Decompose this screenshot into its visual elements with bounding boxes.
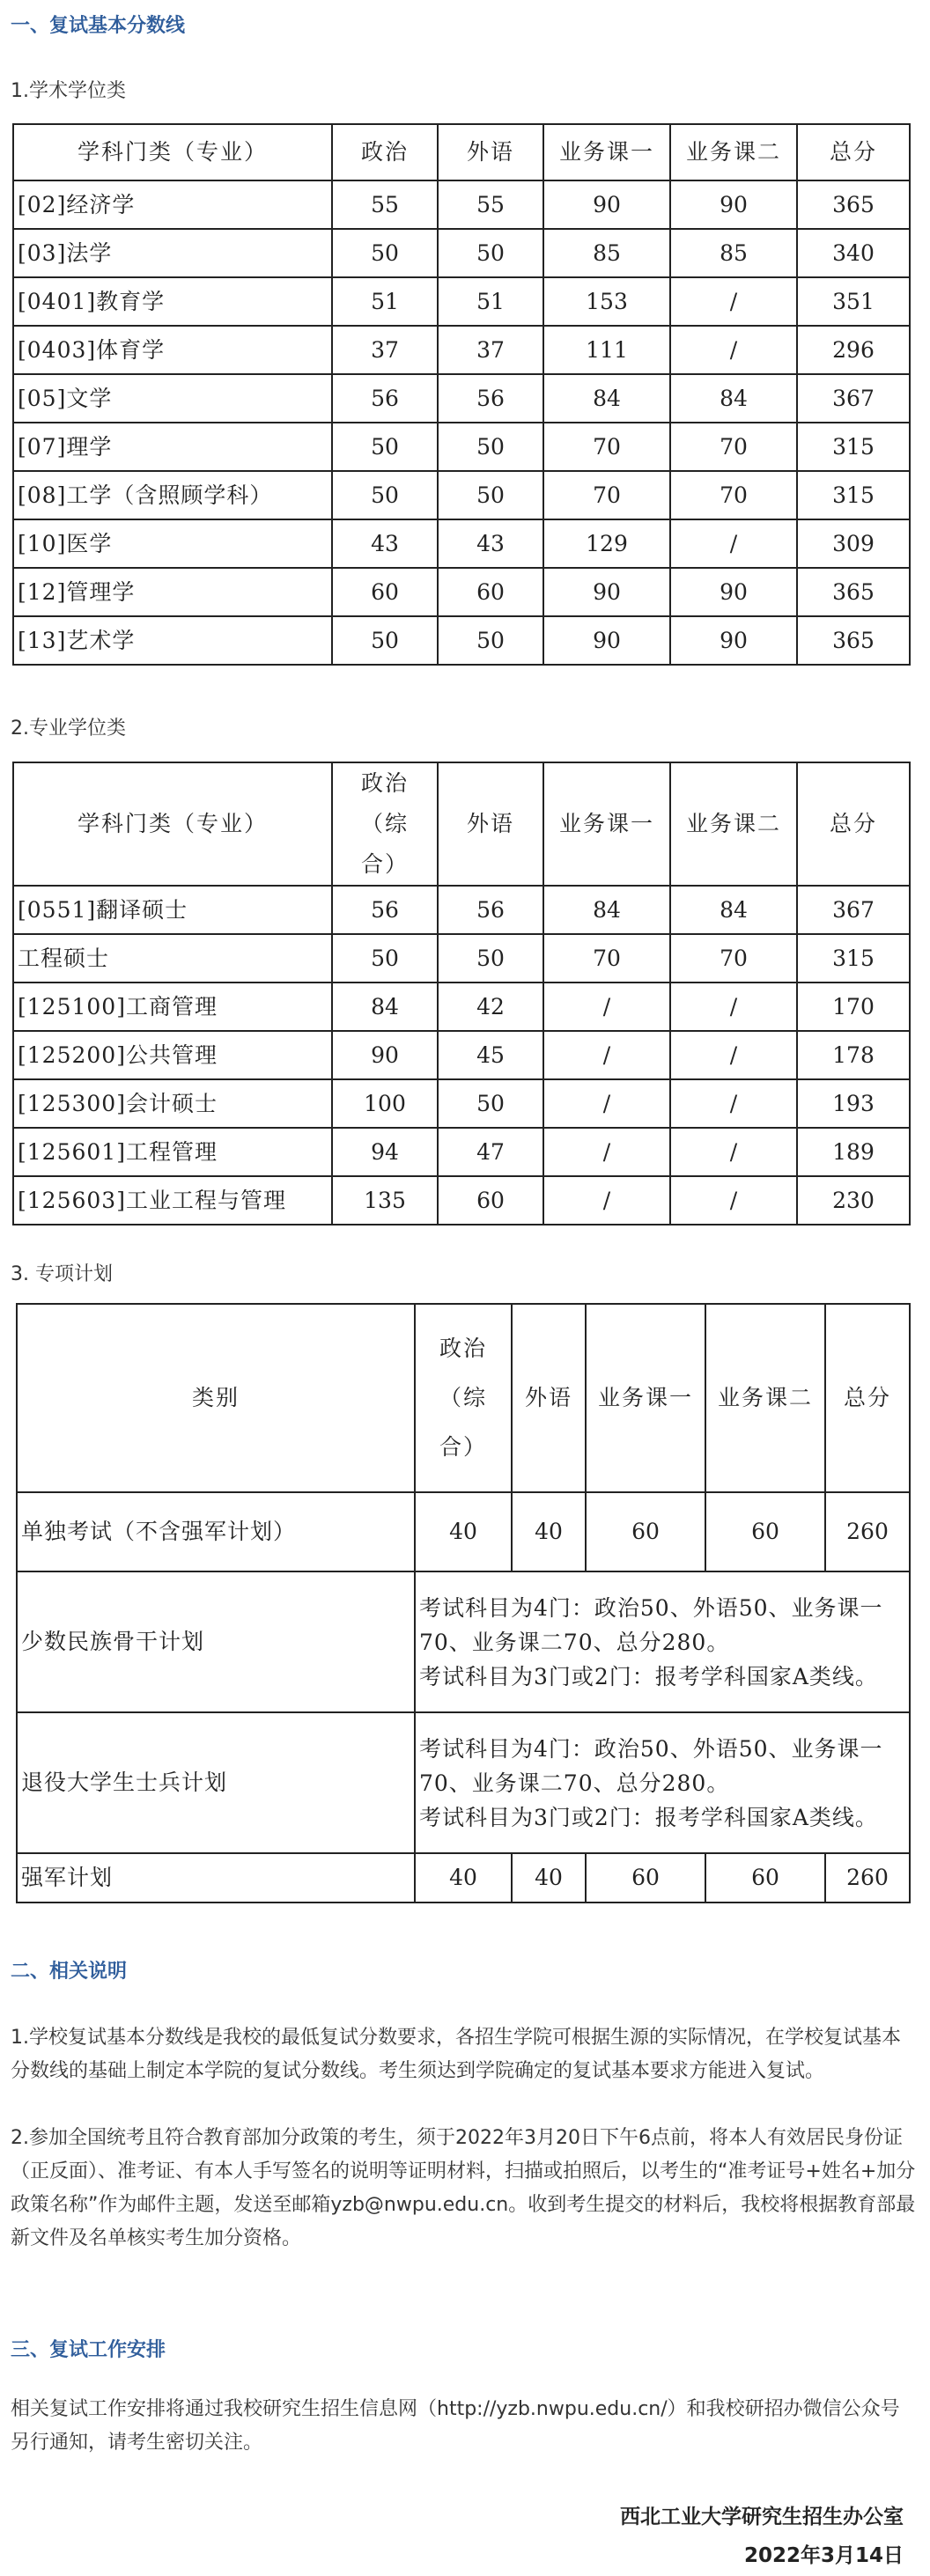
academic-cell-name: [0401]教育学 [13, 277, 332, 326]
academic-cell-politics: 50 [332, 423, 438, 471]
academic-cell-politics: 50 [332, 229, 438, 277]
table-row [13, 180, 910, 229]
academic-cell-course1: 84 [543, 374, 670, 423]
academic-cell-course2: 90 [670, 180, 797, 229]
table-row [13, 934, 910, 983]
professional-cell-name: [0551]翻译硕士 [13, 886, 332, 934]
professional-cell-course1: 84 [543, 886, 670, 934]
academic-cell-language: 55 [438, 180, 543, 229]
signature-date: 2022年3月14日 [743, 2544, 904, 2567]
special-row3-name: 退役大学生士兵计划 [17, 1712, 415, 1853]
professional-header-politics: 政治（综合） [332, 762, 438, 886]
academic-cell-total: 296 [797, 326, 910, 374]
professional-cell-name: [125300]会计硕士 [13, 1079, 332, 1128]
professional-cell-total: 193 [797, 1079, 910, 1128]
professional-cell-total: 178 [797, 1031, 910, 1079]
academic-cell-total: 365 [797, 180, 910, 229]
academic-header-name: 学科门类（专业） [13, 124, 332, 180]
academic-cell-total: 315 [797, 423, 910, 471]
academic-cell-course2: 70 [670, 471, 797, 519]
academic-cell-course2: / [670, 519, 797, 568]
academic-cell-course1: 129 [543, 519, 670, 568]
special-row1-name: 单独考试（不含强军计划） [17, 1492, 415, 1571]
professional-cell-name: [125100]工商管理 [13, 983, 332, 1031]
special-header-course2: 业务课二 [705, 1304, 825, 1492]
professional-cell-language: 50 [438, 1079, 543, 1128]
special-row4-language: 40 [512, 1853, 586, 1903]
academic-cell-politics: 60 [332, 568, 438, 616]
professional-cell-course2: / [670, 1128, 797, 1176]
professional-cell-language: 42 [438, 983, 543, 1031]
academic-cell-name: [12]管理学 [13, 568, 332, 616]
professional-header-language: 外语 [438, 762, 543, 886]
professional-cell-name: [125603]工业工程与管理 [13, 1176, 332, 1225]
academic-cell-course2: / [670, 277, 797, 326]
special-row2-note2: 考试科目为3门或2门：报考学科国家A类线。 [419, 1663, 878, 1689]
special-row1-course1: 60 [586, 1492, 705, 1571]
academic-cell-language: 50 [438, 616, 543, 665]
table-row [13, 1176, 910, 1225]
academic-cell-name: [08]工学（含照顾学科） [13, 471, 332, 519]
professional-cell-course1: / [543, 1079, 670, 1128]
special-row2-note1: 考试科目为4门：政治50、外语50、业务课一70、业务课二70、总分280。 [419, 1594, 883, 1655]
academic-score-table [12, 123, 911, 666]
academic-cell-course1: 70 [543, 423, 670, 471]
academic-cell-language: 56 [438, 374, 543, 423]
special-row4-total: 260 [825, 1853, 910, 1903]
academic-cell-name: [03]法学 [13, 229, 332, 277]
professional-cell-politics: 50 [332, 934, 438, 983]
special-row-strong-army [17, 1853, 910, 1903]
table-row [13, 326, 910, 374]
academic-header-course2: 业务课二 [670, 124, 797, 180]
academic-header-row [13, 124, 910, 180]
table-row [13, 277, 910, 326]
section2-paragraph1: 1.学校复试基本分数线是我校的最低复试分数要求，各招生学院可根据生源的实际情况，在学校复试基本分数线的基础上制定本学院的复试分数线。考生须达到学院确定的复试基本要求方能进入复试。 [11, 2027, 901, 2082]
special-row1-course2: 60 [705, 1492, 825, 1571]
professional-cell-name: 工程硕士 [13, 934, 332, 983]
special-row4-course1: 60 [586, 1853, 705, 1903]
table-row [13, 568, 910, 616]
professional-score-table [12, 762, 911, 1225]
academic-cell-name: [02]经济学 [13, 180, 332, 229]
academic-header-language: 外语 [438, 124, 543, 180]
professional-cell-course1: / [543, 1128, 670, 1176]
professional-cell-total: 230 [797, 1176, 910, 1225]
table-row [13, 471, 910, 519]
professional-header-course2: 业务课二 [670, 762, 797, 886]
special-header-language: 外语 [512, 1304, 586, 1492]
professional-cell-course2: / [670, 1176, 797, 1225]
academic-cell-language: 50 [438, 423, 543, 471]
special-header-politics: 政治（综合） [415, 1304, 512, 1492]
professional-cell-course2: 84 [670, 886, 797, 934]
academic-cell-language: 51 [438, 277, 543, 326]
academic-cell-course1: 153 [543, 277, 670, 326]
academic-cell-course2: 85 [670, 229, 797, 277]
academic-cell-name: [0403]体育学 [13, 326, 332, 374]
special-row3-note1: 考试科目为4门：政治50、外语50、业务课一70、业务课二70、总分280。 [419, 1735, 883, 1796]
professional-cell-politics: 56 [332, 886, 438, 934]
professional-cell-name: [125200]公共管理 [13, 1031, 332, 1079]
professional-cell-course1: / [543, 1176, 670, 1225]
academic-cell-total: 367 [797, 374, 910, 423]
professional-header-total: 总分 [797, 762, 910, 886]
academic-cell-course2: 70 [670, 423, 797, 471]
professional-cell-total: 367 [797, 886, 910, 934]
academic-cell-language: 50 [438, 229, 543, 277]
table-row [13, 616, 910, 665]
table-row [13, 229, 910, 277]
table-row [13, 983, 910, 1031]
academic-cell-total: 315 [797, 471, 910, 519]
special-row-minority [17, 1571, 910, 1712]
academic-cell-name: [07]理学 [13, 423, 332, 471]
special-row4-name: 强军计划 [17, 1853, 415, 1903]
table-row [13, 1031, 910, 1079]
section3-title: 三、复试工作安排 [11, 2339, 166, 2361]
table-row [13, 374, 910, 423]
academic-cell-politics: 55 [332, 180, 438, 229]
special-header-course1: 业务课一 [586, 1304, 705, 1492]
professional-cell-course2: 70 [670, 934, 797, 983]
academic-header-politics: 政治 [332, 124, 438, 180]
professional-cell-course1: 70 [543, 934, 670, 983]
academic-cell-course1: 85 [543, 229, 670, 277]
section2-title: 二、相关说明 [11, 1961, 128, 1983]
special-header-total: 总分 [825, 1304, 910, 1492]
special-plan-table [16, 1303, 911, 1903]
academic-cell-course2: / [670, 326, 797, 374]
special-row2-note [415, 1571, 910, 1712]
special-row-veteran [17, 1712, 910, 1853]
professional-cell-total: 315 [797, 934, 910, 983]
academic-cell-course1: 70 [543, 471, 670, 519]
academic-cell-politics: 43 [332, 519, 438, 568]
professional-subtitle: 2.专业学位类 [11, 718, 126, 740]
academic-cell-name: [10]医学 [13, 519, 332, 568]
professional-cell-course1: / [543, 1031, 670, 1079]
professional-cell-politics: 94 [332, 1128, 438, 1176]
academic-cell-total: 365 [797, 616, 910, 665]
academic-cell-course2: 84 [670, 374, 797, 423]
professional-cell-language: 60 [438, 1176, 543, 1225]
academic-cell-course1: 90 [543, 616, 670, 665]
academic-cell-course1: 90 [543, 180, 670, 229]
academic-cell-language: 50 [438, 471, 543, 519]
professional-cell-language: 45 [438, 1031, 543, 1079]
academic-cell-politics: 56 [332, 374, 438, 423]
section3-paragraph1: 相关复试工作安排将通过我校研究生招生信息网（http://yzb.nwpu.edu.cn/）和我校研招办微信公众号另行通知，请考生密切关注。 [11, 2398, 900, 2454]
academic-cell-name: [13]艺术学 [13, 616, 332, 665]
section1-title: 一、复试基本分数线 [11, 15, 186, 37]
academic-header-course1: 业务课一 [543, 124, 670, 180]
table-row [13, 1079, 910, 1128]
professional-cell-politics: 84 [332, 983, 438, 1031]
professional-cell-course2: / [670, 1079, 797, 1128]
table-row [13, 1128, 910, 1176]
professional-cell-language: 50 [438, 934, 543, 983]
professional-header-course1: 业务课一 [543, 762, 670, 886]
professional-cell-name: [125601]工程管理 [13, 1128, 332, 1176]
special-row4-politics: 40 [415, 1853, 512, 1903]
academic-cell-politics: 37 [332, 326, 438, 374]
academic-cell-course1: 111 [543, 326, 670, 374]
professional-header-row [13, 762, 910, 886]
professional-cell-course2: / [670, 1031, 797, 1079]
academic-cell-politics: 50 [332, 616, 438, 665]
special-header-row [17, 1304, 910, 1492]
professional-cell-politics: 135 [332, 1176, 438, 1225]
special-header-category: 类别 [17, 1304, 415, 1492]
table-row [13, 886, 910, 934]
academic-cell-course2: 90 [670, 616, 797, 665]
table-row [13, 423, 910, 471]
special-row-independent-exam [17, 1492, 910, 1571]
academic-cell-language: 43 [438, 519, 543, 568]
professional-cell-politics: 90 [332, 1031, 438, 1079]
academic-cell-politics: 50 [332, 471, 438, 519]
academic-cell-total: 365 [797, 568, 910, 616]
special-row2-name: 少数民族骨干计划 [17, 1571, 415, 1712]
special-row1-politics: 40 [415, 1492, 512, 1571]
academic-cell-total: 309 [797, 519, 910, 568]
academic-cell-politics: 51 [332, 277, 438, 326]
academic-cell-total: 340 [797, 229, 910, 277]
professional-cell-course2: / [670, 983, 797, 1031]
professional-cell-course1: / [543, 983, 670, 1031]
professional-header-name: 学科门类（专业） [13, 762, 332, 886]
academic-subtitle: 1.学术学位类 [11, 80, 126, 102]
professional-cell-politics: 100 [332, 1079, 438, 1128]
academic-cell-course2: 90 [670, 568, 797, 616]
professional-cell-total: 170 [797, 983, 910, 1031]
professional-cell-total: 189 [797, 1128, 910, 1176]
table-row [13, 519, 910, 568]
special-row3-note [415, 1712, 910, 1853]
academic-cell-language: 37 [438, 326, 543, 374]
special-row1-language: 40 [512, 1492, 586, 1571]
special-row3-note2: 考试科目为3门或2门：报考学科国家A类线。 [419, 1804, 878, 1830]
special-row4-course2: 60 [705, 1853, 825, 1903]
professional-cell-language: 47 [438, 1128, 543, 1176]
academic-header-total: 总分 [797, 124, 910, 180]
academic-cell-course1: 90 [543, 568, 670, 616]
academic-cell-name: [05]文学 [13, 374, 332, 423]
academic-cell-language: 60 [438, 568, 543, 616]
signature-org: 西北工业大学研究生招生办公室 [620, 2506, 904, 2528]
special-subtitle: 3. 专项计划 [11, 1263, 113, 1285]
special-row1-total: 260 [825, 1492, 910, 1571]
academic-cell-total: 351 [797, 277, 910, 326]
professional-cell-language: 56 [438, 886, 543, 934]
section2-paragraph2: 2.参加全国统考且符合教育部加分政策的考生，须于2022年3月20日下午6点前，将本人有效居民身份证（正反面）、准考证、有本人手写签名的说明等证明材料，扫描或拍照后，以考生的“准考证号+姓名+加分政策名称”作为邮件主题，发送至邮箱yzb@nwpu.edu.cn。收到考生提交的材料后，我校将根据教育部最新文件及名单核实考生加分资格。 [11, 2127, 916, 2249]
